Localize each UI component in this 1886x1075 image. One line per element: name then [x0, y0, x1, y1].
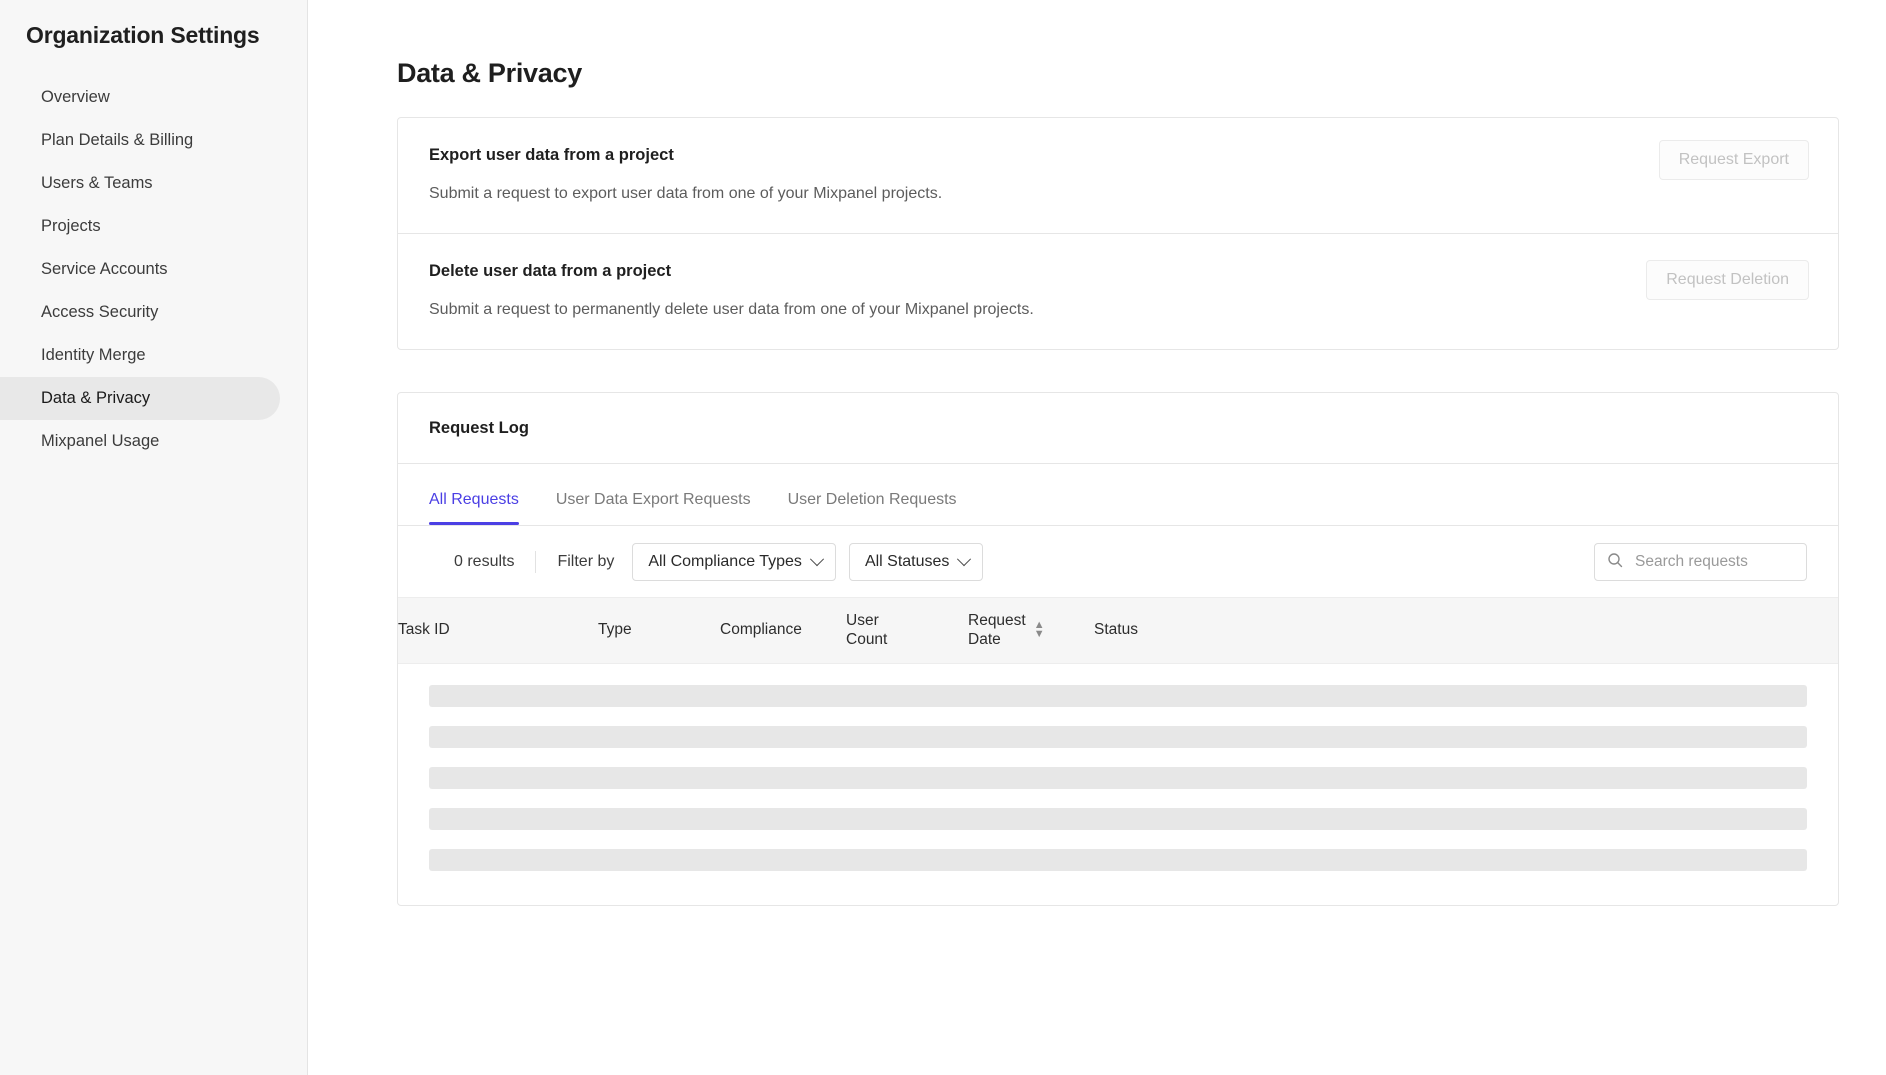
export-row-title: Export user data from a project [429, 146, 674, 165]
sidebar-item-mixpanel-usage[interactable] [0, 420, 280, 463]
skeleton-row [429, 726, 1807, 748]
tab-label: User Data Export Requests [555, 491, 751, 509]
compliance-type-value: All Compliance Types [648, 553, 802, 571]
data-actions-card [397, 117, 1839, 350]
section-spacer [397, 350, 1826, 392]
sidebar [0, 0, 308, 1075]
column-user-count[interactable] [846, 598, 968, 664]
request-log-card [397, 392, 1839, 906]
main-content [308, 0, 1886, 1075]
request-log-tabs [398, 464, 1838, 526]
tab-label: User Deletion Requests [787, 491, 957, 509]
tab-user-data-export-requests[interactable] [556, 473, 751, 525]
sidebar-item-label: Service Accounts [41, 260, 168, 278]
column-user-count-line2: Count [846, 631, 888, 649]
table-head [398, 598, 1838, 664]
column-status[interactable]: Status [1094, 598, 1838, 664]
column-request-date[interactable] [968, 598, 1094, 664]
sidebar-item-label: Identity Merge [41, 346, 146, 364]
sidebar-item-projects[interactable] [0, 205, 280, 248]
filter-by-label: Filter by [557, 553, 615, 571]
export-row-description: Submit a request to export user data from one of your Mixpanel projects. [429, 185, 943, 203]
chevron-down-icon [810, 552, 824, 566]
sidebar-item-users-teams[interactable] [0, 162, 280, 205]
status-value: All Statuses [864, 553, 950, 571]
chevron-down-icon [957, 552, 971, 566]
sidebar-title: Organization Settings [26, 22, 260, 48]
sidebar-item-label: Plan Details & Billing [41, 131, 194, 149]
skeleton-row [429, 767, 1807, 789]
filter-divider [535, 551, 536, 573]
status-select[interactable] [849, 543, 983, 581]
sidebar-item-label: Data & Privacy [41, 389, 151, 407]
request-log-title: Request Log [398, 393, 1838, 464]
sidebar-item-identity-merge[interactable] [0, 334, 280, 377]
column-request-date-line1: Request [968, 612, 1026, 630]
tab-all-requests[interactable] [429, 473, 519, 525]
table-loading-skeleton [398, 664, 1838, 905]
sidebar-item-service-accounts[interactable] [0, 248, 280, 291]
sidebar-item-label: Projects [41, 217, 101, 235]
page-title: Data & Privacy [397, 58, 582, 89]
results-count: 0 results [454, 553, 515, 571]
sidebar-item-plan-details-billing[interactable] [0, 119, 280, 162]
sidebar-nav [0, 76, 307, 463]
export-user-data-row [398, 118, 1838, 233]
column-compliance[interactable]: Compliance [720, 598, 846, 664]
sidebar-item-label: Overview [41, 88, 110, 106]
column-user-count-line1: User [846, 612, 879, 630]
skeleton-row [429, 849, 1807, 871]
search-requests-box[interactable] [1594, 543, 1807, 581]
delete-user-data-row [398, 233, 1838, 349]
sidebar-item-label: Users & Teams [41, 174, 153, 192]
delete-row-description: Submit a request to permanently delete user data from one of your Mixpanel projects. [429, 301, 1034, 319]
tab-label: All Requests [429, 491, 519, 509]
request-deletion-button[interactable]: Request Deletion [1646, 260, 1809, 300]
sidebar-item-overview[interactable] [0, 76, 280, 119]
skeleton-row [429, 685, 1807, 707]
sidebar-item-label: Mixpanel Usage [41, 432, 160, 450]
sort-toggle-icon[interactable]: ▲ ▼ [1033, 619, 1045, 641]
table-header-row [398, 598, 1838, 664]
sidebar-item-data-privacy[interactable] [0, 377, 280, 420]
filter-bar [398, 526, 1838, 597]
column-task-id[interactable]: Task ID [398, 598, 598, 664]
delete-row-title: Delete user data from a project [429, 262, 672, 281]
search-input[interactable] [1633, 552, 1794, 572]
compliance-type-select[interactable] [632, 543, 836, 581]
skeleton-row [429, 808, 1807, 830]
sidebar-item-access-security[interactable] [0, 291, 280, 334]
tab-user-deletion-requests[interactable] [788, 473, 957, 525]
request-log-table [398, 597, 1838, 664]
column-request-date-line2: Date [968, 631, 1001, 649]
search-icon [1607, 552, 1623, 573]
request-export-button[interactable]: Request Export [1659, 140, 1809, 180]
column-type[interactable]: Type [598, 598, 720, 664]
sidebar-item-label: Access Security [41, 303, 159, 321]
